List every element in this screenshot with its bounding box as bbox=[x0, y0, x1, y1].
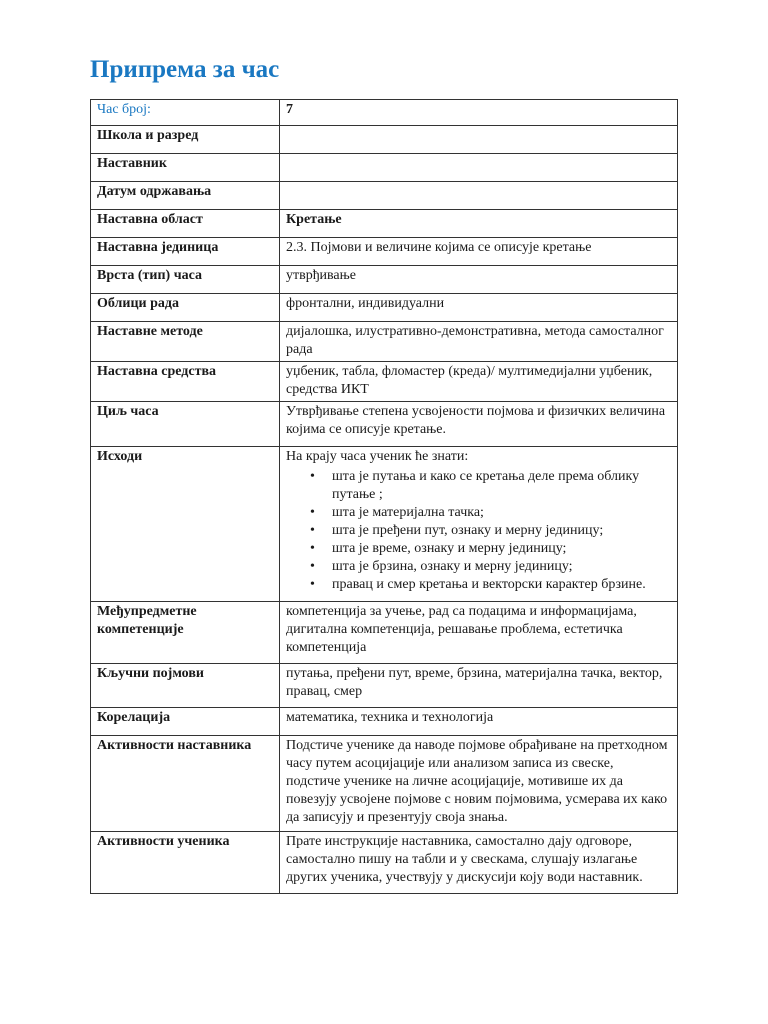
table-row bbox=[91, 708, 678, 736]
table-row bbox=[91, 362, 678, 402]
row-label: Корелација bbox=[91, 708, 280, 736]
row-label: Школа и разред bbox=[91, 126, 280, 154]
table-row bbox=[91, 322, 678, 362]
row-label: Датум одржавања bbox=[91, 182, 280, 210]
row-value: путања, пређени пут, време, брзина, материјална тачка, вектор, правац, смер bbox=[280, 664, 678, 708]
table-row bbox=[91, 402, 678, 447]
list-item: • шта је време, ознаку и мерну јединицу; bbox=[332, 540, 671, 558]
row-value: Утврђивање степена усвојености појмова и физичких величина којима се описује кретање. bbox=[280, 402, 678, 447]
row-value: 2.3. Појмови и величине којима се описује кретање bbox=[280, 238, 678, 266]
row-label: Наставна јединица bbox=[91, 238, 280, 266]
row-label: Наставник bbox=[91, 154, 280, 182]
row-value: Подстиче ученике да наводе појмове обрађиване на претходном часу путем асоцијације или анализом записа из свеске, подстиче ученике на личне асоцијације, мотивише их да повезују усвојене појмове с новим појмовима, усмерава их како да записују и презентују своја знања. bbox=[280, 736, 678, 832]
row-label: Циљ часа bbox=[91, 402, 280, 447]
table-row bbox=[91, 294, 678, 322]
row-label: Кључни појмови bbox=[91, 664, 280, 708]
table-row bbox=[91, 126, 678, 154]
row-label: Међупредметне компетенције bbox=[91, 602, 280, 664]
table-row bbox=[91, 447, 678, 602]
table-row bbox=[91, 832, 678, 894]
row-label: Наставне методе bbox=[91, 322, 280, 362]
table-row bbox=[91, 182, 678, 210]
table-row bbox=[91, 238, 678, 266]
row-value bbox=[280, 182, 678, 210]
row-label: Активности наставника bbox=[91, 736, 280, 832]
row-value: математика, техника и технологија bbox=[280, 708, 678, 736]
row-label: Облици рада bbox=[91, 294, 280, 322]
table-row bbox=[91, 266, 678, 294]
outcomes-intro: На крају часа ученик ће знати: bbox=[286, 449, 469, 464]
table-row bbox=[91, 210, 678, 238]
table-row bbox=[91, 664, 678, 708]
table-row bbox=[91, 602, 678, 664]
row-value bbox=[280, 154, 678, 182]
row-value: фронтални, индивидуални bbox=[280, 294, 678, 322]
row-value: уџбеник, табла, фломастер (креда)/ мултимедијални уџбеник, средства ИКТ bbox=[280, 362, 678, 402]
lesson-plan-table bbox=[90, 99, 678, 894]
row-value: утврђивање bbox=[280, 266, 678, 294]
page-title: Припрема за час bbox=[90, 56, 280, 83]
row-label: Исходи bbox=[91, 447, 280, 602]
outcomes-list bbox=[286, 468, 671, 594]
row-value: Кретање bbox=[280, 210, 678, 238]
row-label: Наставна област bbox=[91, 210, 280, 238]
list-item: • шта је пређени пут, ознаку и мерну јединицу; bbox=[332, 522, 671, 540]
row-value bbox=[280, 126, 678, 154]
row-label: Активности ученика bbox=[91, 832, 280, 894]
list-item: • правац и смер кретања и векторски карактер брзине. bbox=[332, 576, 671, 594]
row-value: компетенција за учење, рад са подацима и информацијама, дигитална компетенција, решавање проблема, естетичка компетенција bbox=[280, 602, 678, 664]
row-label: Час број: bbox=[91, 100, 280, 126]
list-item: • шта је брзина, ознаку и мерну јединицу; bbox=[332, 558, 671, 576]
row-label: Врста (тип) часа bbox=[91, 266, 280, 294]
table-row bbox=[91, 736, 678, 832]
list-item: • шта је путања и како се кретања деле према облику путање ; bbox=[332, 468, 671, 504]
table-row bbox=[91, 154, 678, 182]
row-label: Наставна средства bbox=[91, 362, 280, 402]
table-row bbox=[91, 100, 678, 126]
list-item: • шта је материјална тачка; bbox=[332, 504, 671, 522]
outcomes-cell bbox=[280, 447, 678, 602]
row-value: 7 bbox=[280, 100, 678, 126]
row-value: Прате инструкције наставника, самостално дају одговоре, самостално пишу на табли и у свескама, слушају излагање других ученика, учествују у дискусији коју води наставник. bbox=[280, 832, 678, 894]
row-value: дијалошка, илустративно-демонстративна, метода самосталног рада bbox=[280, 322, 678, 362]
